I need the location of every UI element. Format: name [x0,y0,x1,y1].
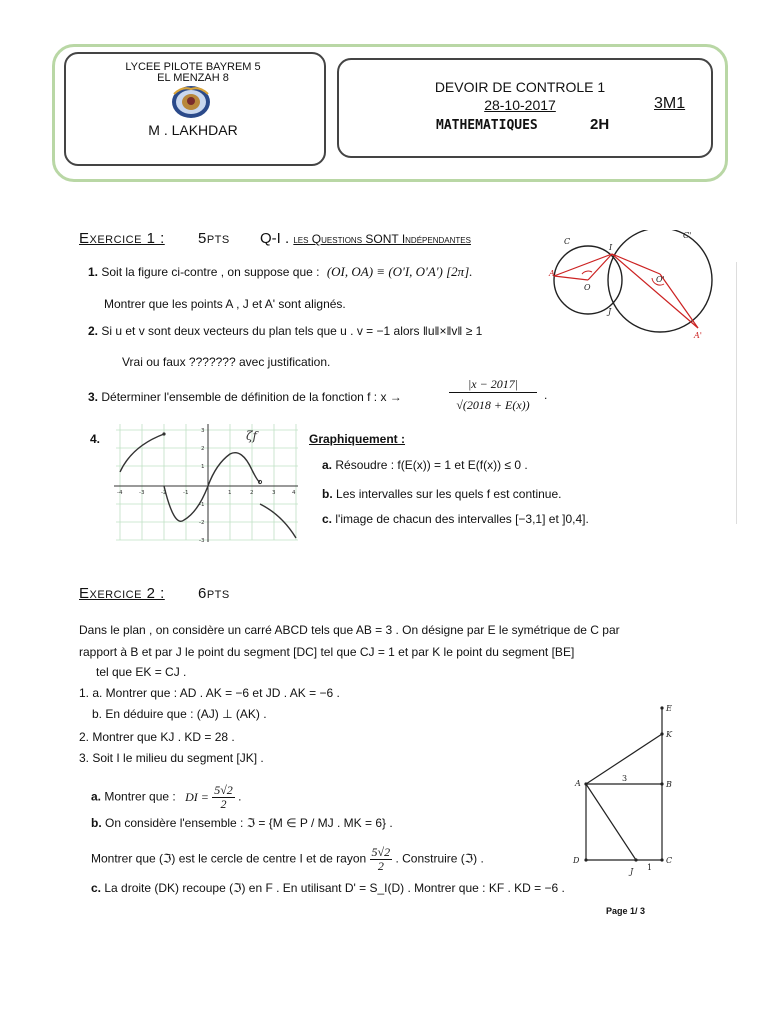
label-a: A [549,269,555,278]
segment-oa [554,276,588,280]
label-length-3: 3 [622,774,628,783]
school-name: LYCEE PILOTE BAYREM 5 [125,61,261,73]
ex1-q4c: c. l'image de chacun des intervalles [−3,1] et ]0,4]. [322,512,589,526]
curve-middle-branch [164,453,260,522]
x-tick: -4 [117,490,123,496]
x-tick: -1 [183,490,189,496]
label-j: J [608,307,612,316]
q3-period: . [544,388,548,402]
graph-heading: Graphiquement : [309,432,406,446]
q3-denominator: √(2018 + E(x)) [456,398,530,412]
function-graph [112,420,298,544]
label-o: O [584,283,591,292]
ex2-intro-1: Dans le plan , on considère un carré ABCD tels que AB = 3 . On désigne par E le symétrique de C par [79,623,620,637]
ex1-subtitle: Q-I . les Questions SONT Indépendantes [260,230,471,247]
ex2-q1a: 1. a. Montrer que : AD . AK = −6 et JD . AK = −6 . [79,686,340,700]
y-tick: 1 [201,464,205,470]
label-k: K [666,730,672,739]
x-tick: -3 [139,490,145,496]
y-tick: 2 [201,446,205,452]
ex1-q2: 2. Si u et v sont deux vecteurs du plan tels que u . v = −1 alors ‖u‖×‖v‖ ≥ 1 [88,324,483,338]
label-b: B [666,780,672,789]
ex2-q3: 3. Soit I le milieu du segment [JK] . [79,751,264,765]
ex1-q4-number: 4. [90,432,101,446]
label-a: A [575,779,581,788]
label-c-prime: C' [683,231,692,240]
label-c: C [666,856,673,865]
exam-duration: 2H [590,116,610,133]
ex2-q2: 2. Montrer que KJ . KD = 28 . [79,730,235,744]
curve-right-branch [260,504,296,538]
ex2-q3b-line2: Montrer que (ℑ) est le cercle de centre I et de rayon $\frac{5√2}{2}$ . Construire (ℑ) . [91,845,484,873]
ex1-q4a: a. Résoudre : f(E(x)) = 1 et E(f(x)) ≤ 0 . [322,458,528,472]
y-tick: -1 [199,502,205,508]
ex2-q3a: a. Montrer que : DI = $\frac{5√2}{2}$ . [91,783,242,811]
ex1-q1: 1. Soit la figure ci-contre , on suppose que : (OI, OA) ≡ (O'I, O'A') [2π]. [88,264,473,279]
q3-numerator: |x − 2017| [449,377,537,393]
y-tick: 3 [201,428,205,434]
x-tick: 4 [292,490,296,496]
x-tick: 1 [228,490,232,496]
exam-date: 28-10-2017 [484,97,556,113]
angle-mark [582,271,592,274]
margin-line [736,262,737,524]
school-emblem-icon [170,84,212,120]
segment-aj [586,784,636,860]
teacher-name: M . LAKHDAR [148,122,238,138]
ex2-q1b: b. En déduire que : (AJ) ⊥ (AK) . [92,707,267,721]
x-tick: -2 [161,490,167,496]
ex2-q3b: b. On considère l'ensemble : ℑ = {M ∈ P / MJ . MK = 6} . [91,816,393,830]
label-e: E [666,704,672,713]
school-city: EL MENZAH 8 [157,72,229,84]
ex2-title: Exercice 2 : [79,585,165,602]
ex1-q1-line2: Montrer que les points A , J et A' sont alignés. [104,297,346,311]
ex2-points: 6pts [198,585,230,602]
label-c: C [564,237,571,246]
exam-subject: MATHEMATIQUES [436,118,538,133]
label-length-1: 1 [647,863,653,872]
x-tick: 2 [250,490,254,496]
x-tick: 3 [272,490,276,496]
page-number: Page 1/ 3 [606,906,646,916]
label-a-prime: A' [694,331,702,340]
label-j: J [630,867,634,876]
ex1-q4b: b. Les intervalles sur les quels f est continue. [322,487,562,501]
circles-figure [548,230,724,342]
ex1-q3: 3. Déterminer l'ensemble de définition de la fonction f : x → [88,390,402,404]
y-tick: -2 [199,520,205,526]
curve-label: ζf [246,429,257,443]
ex1-q2-line2: Vrai ou faux ??????? avec justification. [122,355,331,369]
curve-point [162,432,165,435]
ex1-title: Exercice 1 : [79,230,165,247]
segment-io-prime [612,254,660,274]
square-figure [570,698,680,880]
exam-title: DEVOIR DE CONTROLE 1 [434,79,606,95]
ex2-q3c: c. La droite (DK) recoupe (ℑ) en F . En utilisant D' = S_I(D) . Montrer que : KF . KD = −6 . [91,881,565,895]
y-tick: -3 [199,538,205,544]
exam-class: 3M1 [654,95,686,112]
label-o-prime: O' [656,275,665,284]
segment-ia-prime [612,254,698,328]
segment-o-prime-a-prime [660,274,698,328]
ex2-intro-2: rapport à B et par J le point du segment [DC] tel que CJ = 1 et par K le point du segment [BE] [79,645,575,659]
ex1-points: 5pts [198,230,230,247]
label-d: D [573,856,580,865]
q1-formula: (OI, OA) ≡ (O'I, O'A') [2π]. [326,264,473,279]
ex2-intro-3: tel que EK = CJ . [96,665,187,679]
label-i: I [609,243,613,252]
